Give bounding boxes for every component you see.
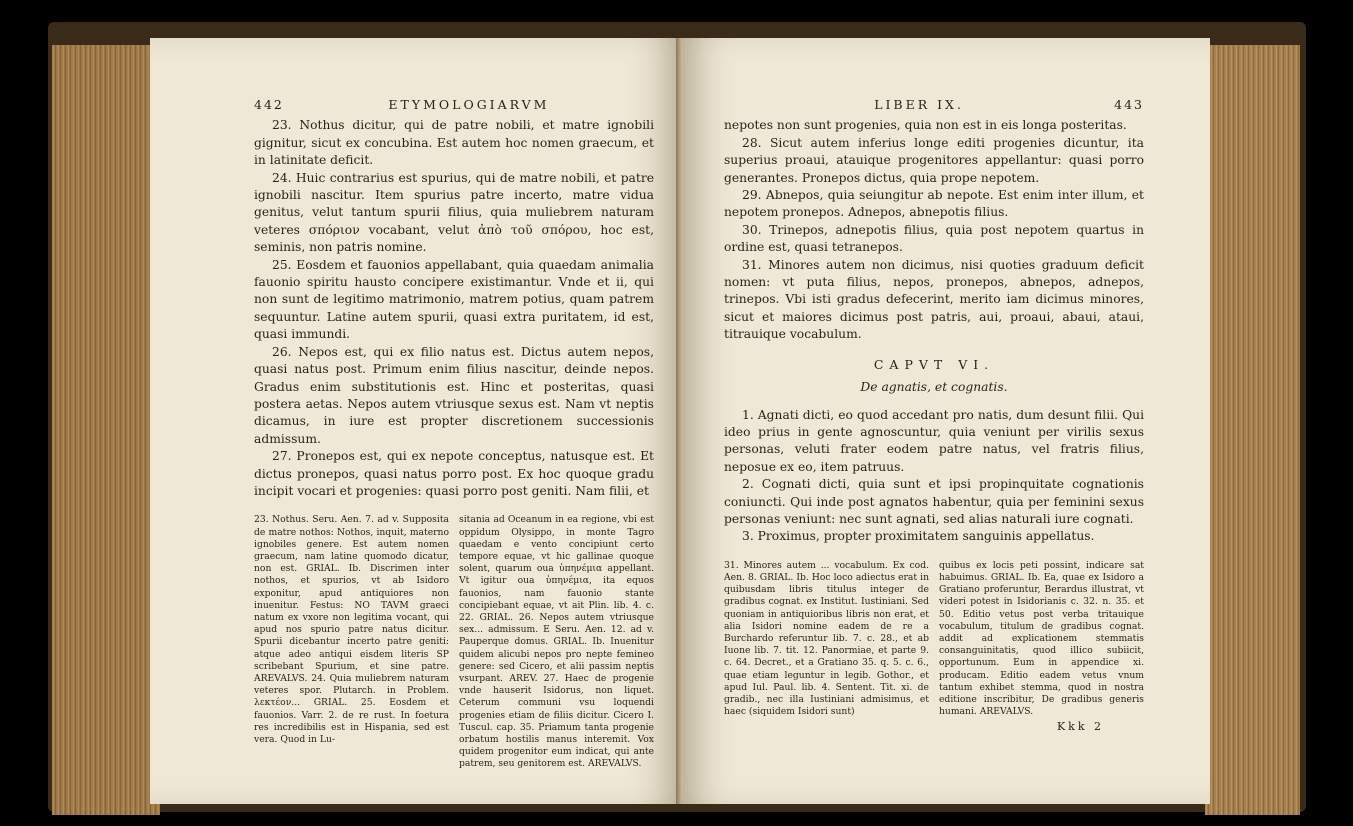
paragraph: 30. Trinepos, adnepotis filius, quia post nepotem quartus in ordine est, quasi tetranepos. (724, 222, 1144, 255)
left-page (150, 38, 680, 804)
right-running-head (724, 96, 1144, 113)
signature-mark: Kkk 2 (1056, 720, 1104, 734)
paragraph: 28. Sicut autem inferius longe editi progenies dicuntur, ita superius proaui, atauique progenitores appellantur: quasi porro generantes. Pronepos dictus, quia prope nepotem. (724, 135, 1144, 185)
left-running-head (254, 96, 654, 113)
paragraph: 3. Proximus, propter proximitatem sanguinis appellatus. (742, 529, 1095, 544)
footnote-column: 23. Nothus. Seru. Aen. 7. ad v. Supposita de matre nothos: Nothos, inquit, materno ignobiles genere. Est autem nomen graecum, nam latine quomodo dicatur, non est. GRIAL. Ib. Discrimen inter nothos, et spurios, vt ab Isidoro exponitur, apud antiquiores non inuenitur. Festus: NO TAVM graeci natum ex vxore non legitima vocant, qui apud nos spurio patre natus dicitur. Spurii dicebantur incerto patre geniti: atque adeo antiqui eisdem literis SP scribebant Spurium, et sine patre. AREVALVS. 24. Quia muliebrem naturam veteres spor. Plutarch. in Problem. λεκτέον... GRIAL. 25. Eosdem et fauonios. Varr. 2. de re rust. In foetura res incredibilis est in Hispania, sed est vera. Quod in Lu- (254, 514, 449, 745)
paragraph: 31. Minores autem non dicimus, nisi quoties graduum deficit nomen: vt puta filius, nepos, pronepos, abnepos, adnepos, trinepos. Vbi isti gradus defecerint, merito iam dicimus minores, sicut et maiores dicimus post patris, aui, proaui, abaui, ataui, titrauique vocabulum. (724, 257, 1144, 342)
right-page-number: 443 (1114, 97, 1144, 112)
right-page (682, 38, 1210, 804)
footnote-column: 31. Minores autem ... vocabulum. Ex cod. Aen. 8. GRIAL. Ib. Hoc loco adiectus erat in quibusdam libris titulus integer de gradibus cognat. ex Institut. Iustiniani. Sed quoniam in antiquioribus libris non erat, et alia Isidori nomine eadem de re a Burchardo referuntur lib. 7. c. 28., et ab Iuone lib. 7. tit. 12. Panormiae, et parte 9. c. 64. Decret., et a Gratiano 35. q. 5. c. 6., quae etiam leguntur in legib. Gothor., et apud Iul. Paul. lib. 4. Sentent. Tit. xi. de gradib., nec illa Iustiniani admisimus, et haec (siquidem Isidori sunt) (724, 559, 929, 718)
chapter-heading: CAPVT VI. (873, 356, 995, 372)
right-footnotes (724, 560, 1144, 719)
footnote-column: quibus ex locis peti possint, indicare sat habuimus. GRIAL. Ib. Ea, quae ex Isidoro a Gratiano proferuntur, Berardus illustrat, vt videri potest in Isidorianis c. 32. n. 35. et 50. Editio vetus post verba tritauique vocabulum, titulum de gradibus cognat. addit ad explicationem stemmatis consanguinitatis, quod illico subiicit, opportunum. Eum in appendice xi. producam. Editio eadem vetus vnum tantum exhibet stemma, quod in nostra editione inscribitur, De gradibus generis humani. AREVALVS. (939, 559, 1144, 718)
paragraph: 29. Abnepos, quia seiungitur ab nepote. Est enim inter illum, et nepotem pronepos. Adnepos, abnepotis filius. (724, 188, 1144, 220)
paragraph: 26. Nepos est, qui ex filio natus est. Dictus autem nepos, quasi natus post. Primum enim filius nascitur, deinde nepos. Gradus enim substitutionis est. Hinc et posteritas, quasi postera aetas. Nepos autem vtriusque sexus est. Nam vt neptis dicamus, in iure est propter discretionem successionis admissum. (254, 344, 654, 446)
left-page-content (254, 96, 654, 771)
right-page-content (724, 96, 1144, 736)
paragraph: 2. Cognati dicti, quia sunt et ipsi propinquitate cognationis coniuncti. Qui inde post agnatos habentur, quia per feminini sexus personas veniunt: nec sunt agnati, sed alias naturali iure cognati. (724, 477, 1144, 526)
page-edges-left (52, 45, 160, 815)
left-running-title: ETYMOLOGIARVM (388, 97, 550, 112)
left-footnotes (254, 514, 654, 770)
right-running-title: LIBER IX. (874, 97, 964, 112)
footnote-column: sitania ad Oceanum in ea regione, vbi est oppidum Olysippo, in monte Tagro quaedam e vento concipiunt certo tempore equae, vt hic gallinae quoque solent, quarum oua ὑπηνέμια appellant. Vt igitur oua ὑπηνέμια, ita equos fauonios, nam fauonio stante concipiebant equae, vt ait Plin. lib. 4. c. 22. GRIAL. 26. Nepos autem vtriusque sex... admissum. E Seru. Aen. 12. ad v. Pauperque domus. GRIAL. Ib. Inuenitur quidem alicubi nepos pro nepte femineo genere: sed Cicero, et alii passim neptis vsurpant. AREV. 27. Haec de progenie vnde hauserit Isidorus, non liquet. Ceterum communi vsu loquendi progenies etiam de filiis dicitur. Cicero I. Tuscul. cap. 35. Priamum tanta progenie orbatum hostilis manus interemit. Vox quidem progenitor eum indicat, qui ante patrem, seu genitorem est. AREVALVS. (459, 514, 654, 770)
paragraph: 24. Huic contrarius est spurius, qui de matre nobili, et patre ignobili nascitur. Item spurius patre incerto, matre vidua genitus, velut tantum spurii filius, quia muliebrem naturam veteres σπόριον vocabant, velut ἀπὸ τοῦ σπόρου, hoc est, seminis, non patris nomine. (254, 170, 654, 255)
paragraph: 23. Nothus dicitur, qui de patre nobili, et matre ignobili gignitur, sicut ex concubina. Est autem hoc nomen graecum, et in latinitate deficit. (254, 118, 654, 168)
left-page-number: 442 (254, 97, 284, 112)
paragraph: 25. Eosdem et fauonios appellabant, quia quaedam animalia fauonio spiritu hausto concipere existimantur. Vnde et ii, qui non sunt de legitimo matrimonio, matrem potius, quam patrem sequuntur. Latine autem spurii, quasi extra puritatem, id est, quasi immundi. (254, 257, 654, 342)
page-edges-right (1205, 45, 1300, 815)
chapter-title: De agnatis, et cognatis. (860, 380, 1008, 395)
paragraph: 27. Pronepos est, qui ex nepote conceptus, natusque est. Et dictus pronepos, quasi natus porro post. Ex hoc quoque gradu incipit vocari et progenies: quasi porro post geniti. Nam filii, et (254, 449, 654, 498)
paragraph: 1. Agnati dicti, eo quod accedant pro natis, dum desunt filii. Qui ideo prius in gente agnoscuntur, quia veniunt per virilis sexus personas, veluti frater eodem patre natus, vel fratris filius, neposue ex eo, item patruus. (724, 407, 1144, 474)
paragraph: nepotes non sunt progenies, quia non est in eis longa posteritas. (724, 118, 1127, 133)
